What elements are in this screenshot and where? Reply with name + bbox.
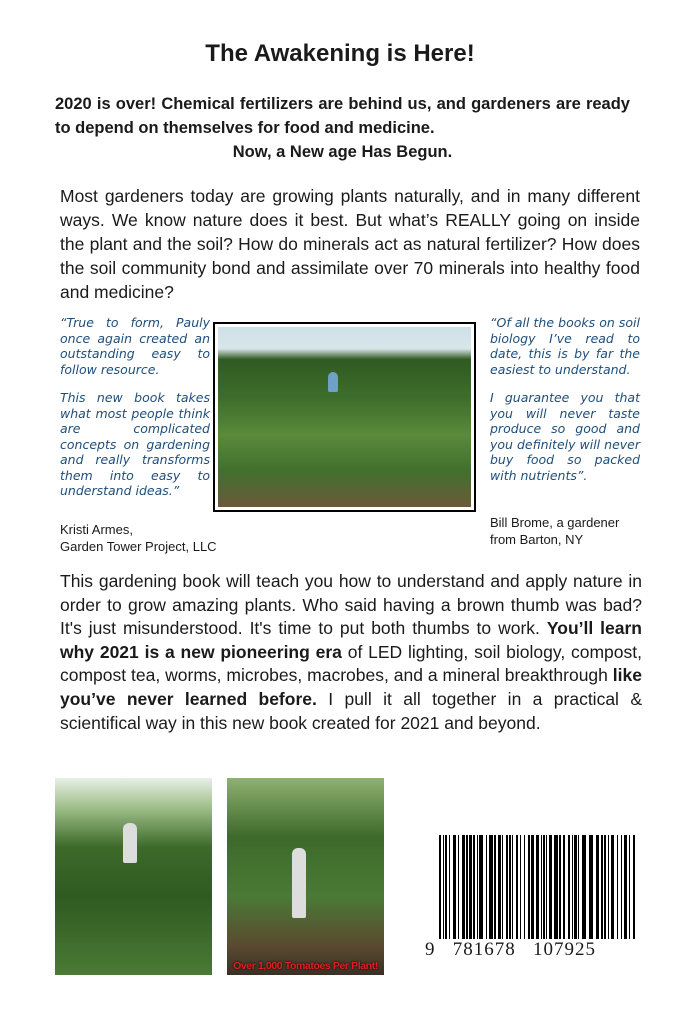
testimonial-text: “Of all the books on soil biology I’ve read to date, this is by far the easiest to understand.	[490, 315, 640, 377]
barcode-bar	[633, 835, 635, 947]
barcode-bar	[568, 835, 570, 947]
garden-photo-melons	[55, 778, 212, 975]
barcode-bar	[604, 835, 606, 947]
barcode-bar	[582, 835, 586, 947]
intro-line-2: Now, a New age Has Begun.	[232, 143, 453, 161]
attribution-org: from Barton, NY	[490, 532, 584, 547]
barcode-bar	[596, 835, 599, 947]
text: of LED lighting, soil biology, compost, compost tea, worms, microbes, macrobes, and a mineral breakthrough	[60, 641, 642, 686]
photo-caption: Over 1,000 Tomatoes Per Plant!	[233, 960, 378, 972]
barcode-bar	[449, 835, 450, 947]
barcode-bar	[549, 835, 552, 947]
barcode-bar	[498, 835, 501, 947]
testimonial-text: I guarantee you that you will never taste produce so good and you definitely will never buy food so packed with nutrients”.	[490, 390, 640, 483]
barcode-bar	[466, 835, 468, 947]
barcode-bar	[624, 835, 627, 947]
barcode-bar	[506, 835, 508, 947]
barcode-bar	[572, 835, 573, 947]
barcode-bar	[469, 835, 472, 947]
barcode-bar	[486, 835, 487, 947]
barcode-bar	[473, 835, 475, 947]
isbn-barcode	[425, 835, 650, 970]
testimonial-text: “True to form, Pauly once again created an outstanding easy to follow resource.	[60, 315, 210, 377]
barcode-bar	[541, 835, 542, 947]
barcode-bar	[439, 835, 441, 947]
cover-title: The Awakening is Here!	[205, 40, 475, 67]
barcode-bar	[462, 835, 465, 947]
barcode-bar	[554, 835, 558, 947]
testimonial-attribution-left	[60, 521, 217, 555]
barcode-bar	[520, 835, 521, 947]
barcode-bar	[546, 835, 547, 947]
barcode-bar	[536, 835, 539, 947]
barcode-bar	[453, 835, 456, 947]
barcode-bar	[502, 835, 503, 947]
barcode-bar	[509, 835, 511, 947]
text: This gardening book will teach you how to understand and apply nature in order to grow amazing plants. Who said having a brown thumb was bad? It's just misunderstood. It's time to put both thumbs to work.	[60, 571, 642, 639]
barcode-bar	[611, 835, 614, 947]
testimonial-attribution-right	[490, 514, 619, 548]
barcode-bar	[543, 835, 545, 947]
garden-photo-main	[213, 322, 476, 512]
barcode-bar	[445, 835, 447, 947]
barcode-bar	[601, 835, 603, 947]
text: I pull it all together in a practical & scientifical way in this new book created for 2021 and beyond.	[60, 688, 642, 733]
barcode-bar	[563, 835, 565, 947]
barcode-bar	[524, 835, 525, 947]
barcode-bar	[477, 835, 478, 947]
barcode-bar	[578, 835, 579, 947]
attribution-name: Kristi Armes,	[60, 522, 133, 537]
barcode-bar	[621, 835, 622, 947]
intro-line-1: 2020 is over! Chemical fertilizers are behind us, and gardeners are ready to depend on themselves for food and medicine.	[55, 95, 630, 137]
paragraph-2	[60, 570, 642, 735]
isbn-number	[425, 939, 650, 961]
barcode-bar	[574, 835, 577, 947]
isbn-group-2: 107925	[533, 939, 596, 960]
barcode-bar	[479, 835, 483, 947]
barcode-bar	[559, 835, 561, 947]
attribution-org: Garden Tower Project, LLC	[60, 539, 217, 554]
bold-text: You’ll learn why 2021 is a new pioneering era	[60, 618, 642, 662]
garden-photo-tomatoes	[227, 778, 384, 975]
barcode-bar	[608, 835, 609, 947]
barcode-bar	[489, 835, 493, 947]
barcode-bar	[458, 835, 459, 947]
testimonial-text: This new book takes what most people think are complicated concepts on gardening and really transforms them into easy to understand ideas.”	[60, 390, 210, 498]
barcode-bar	[512, 835, 513, 947]
barcode-bars	[425, 835, 650, 947]
attribution-name: Bill Brome, a gardener	[490, 515, 620, 530]
bold-text: like you’ve never learned before.	[60, 665, 642, 709]
intro-text	[55, 92, 630, 164]
barcode-bar	[589, 835, 593, 947]
testimonial-left	[60, 315, 210, 512]
barcode-bar	[531, 835, 534, 947]
barcode-bar	[617, 835, 618, 947]
barcode-bar	[443, 835, 444, 947]
barcode-bar	[494, 835, 496, 947]
paragraph-1: Most gardeners today are growing plants naturally, and in many different ways. We know nature does it best. But what’s REALLY going on inside the plant and the soil? How do minerals act as natural fertilizer? How does the soil community bond and assimilate over 70 minerals into healthy food and medicine?	[60, 186, 640, 302]
isbn-prefix: 9	[425, 939, 436, 960]
barcode-bar	[516, 835, 518, 947]
barcode-bar	[629, 835, 630, 947]
isbn-group-1: 781678	[452, 939, 516, 960]
testimonial-right	[490, 315, 640, 496]
barcode-bar	[528, 835, 530, 947]
